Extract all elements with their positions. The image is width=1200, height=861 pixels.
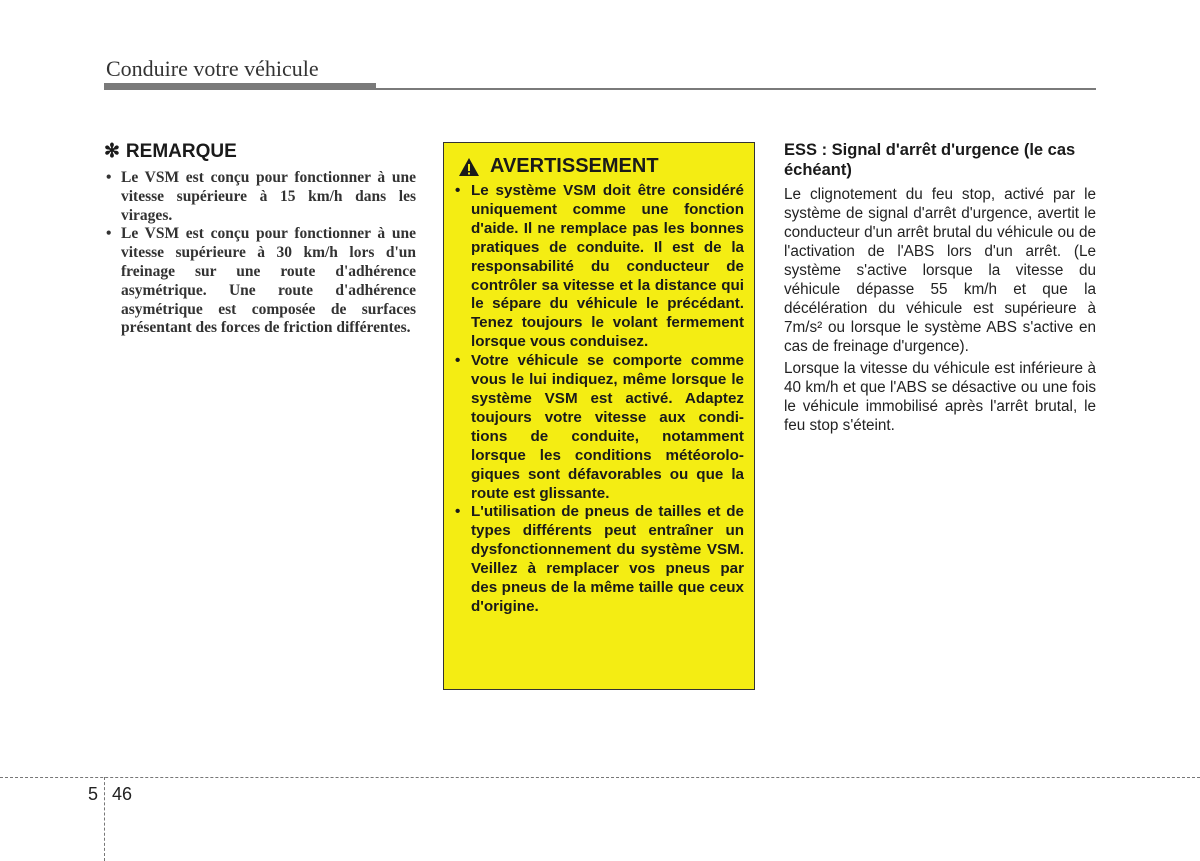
page-header-title: Conduire votre véhicule [106,56,319,81]
chapter-number: 5 [88,784,99,804]
remark-section [104,140,416,338]
remark-title: REMARQUE [125,140,237,162]
remark-heading [104,140,416,163]
warning-box [443,142,755,690]
remark-item: • Le VSM est conçu pour fonctionner à une vitesse supérieure à 15 km/h dans les virages. [104,169,416,225]
remark-list [104,169,416,338]
warning-heading [458,155,744,178]
warning-title: AVERTISSEMENT [490,155,659,177]
page-number: 46 [112,784,133,804]
warning-item: • Votre véhicule se comporte comme vous le lui indiquez, même lorsque le système VSM est activé. Adaptez toujours votre vitesse aux condi-tions de conduite, notamment lorsque les conditions météorolo-giques sont défavorables ou que la route est glissante. [454,352,744,503]
warning-item: • L'utilisation de pneus de tailles et de types différents peut entraîner un dysfonctionnement du système VSM. Veillez à remplacer vos pneus par des pneus de la même taille que ceux d'origine. [454,503,744,616]
warning-item: • Le système VSM doit être considéré uniquement comme une fonction d'aide. Il ne remplace pas les bonnes pratiques de conduite. Il est de la responsabilité du conducteur de contrôler sa vitesse et la distance qui le sépare du véhicule le précédant. Tenez toujours le volant fermement lorsque vous conduisez. [454,182,744,352]
ess-heading: ESS : Signal d'arrêt d'urgence (le cas échéant) [784,141,1076,179]
footer-divider [0,777,1200,778]
warning-triangle-icon [458,157,480,177]
footer-vertical-divider [104,777,105,861]
asterisk-icon: ✻ [104,141,120,162]
warning-list [454,182,744,617]
remark-item: • Le VSM est conçu pour fonctionner à une vitesse supérieure à 30 km/h lors d'un freinage sur une route d'adhérence asymétrique. Une route d'adhérence asymétrique est composée de surfaces présentant des forces de friction différentes. [104,225,416,338]
ess-paragraph: Le clignotement du feu stop, activé par le système de signal d'arrêt d'urgence, avertit le conducteur d'un arrêt brutal du véhicule ou de l'activation de l'ABS lors d'un arrêt. (Le système s'active lorsque la vitesse du véhicule dépasse 55 km/h et que la décélération du véhicule est supérieure à 7m/s² ou lorsque le système ABS s'active en cas de freinage d'urgence). [784,186,1096,355]
ess-section [784,140,1096,438]
ess-paragraph: Lorsque la vitesse du véhicule est inférieure à 40 km/h et que l'ABS se désactive ou une fois le véhicule immobilisé après l'arrêt brutal, le feu stop s'éteint. [784,360,1096,434]
header-rule-thin [104,88,1096,90]
